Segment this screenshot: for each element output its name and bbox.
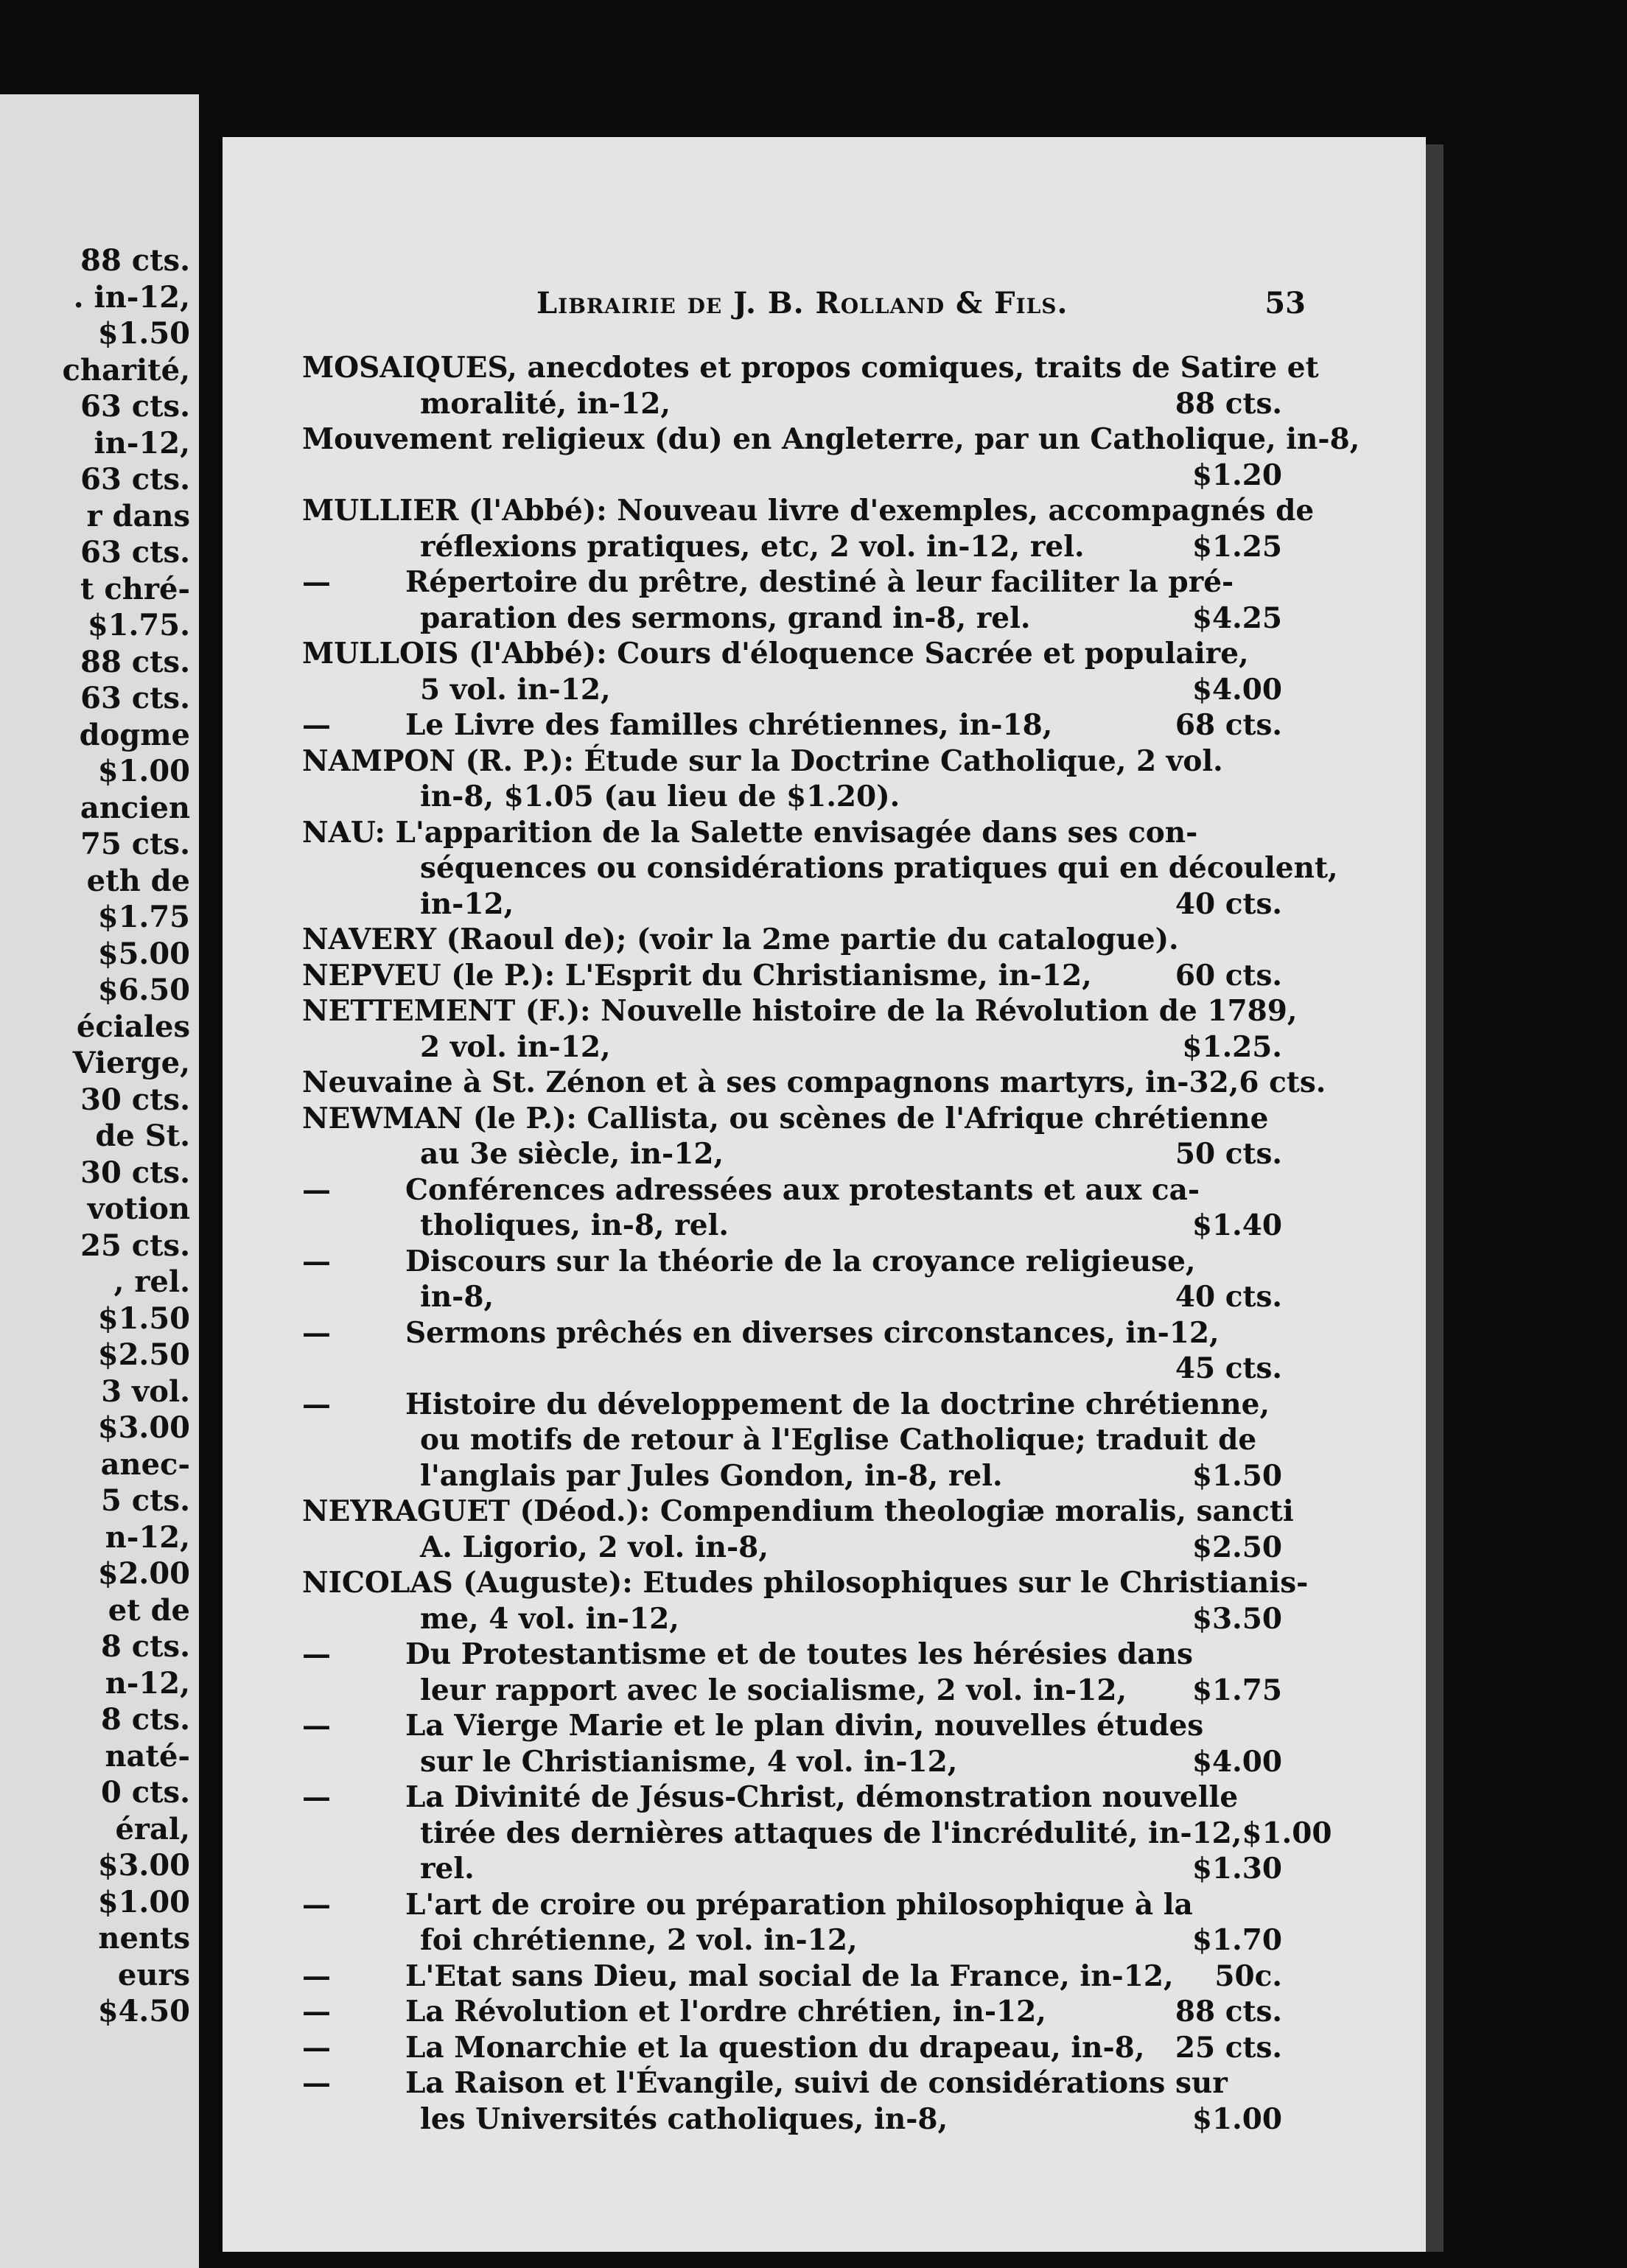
entry-text: La Monarchie et la question du drapeau, in-8, (405, 2030, 1145, 2065)
catalog-entry (302, 1315, 1282, 1387)
entry-line (302, 1565, 1309, 1601)
left-page-fragment-text: 30 cts. (80, 1155, 190, 1190)
entry-text: Neuvaine à St. Zénon et à ses compagnons martyrs, in-32, (302, 1065, 1239, 1099)
ditto-dash: — (302, 1709, 331, 1743)
entry-line (302, 1494, 1294, 1530)
entry-text: Discours sur la théorie de la croyance religieuse, (405, 1244, 1196, 1278)
left-page-fragment-text: . in-12, (73, 279, 190, 315)
ditto-dash: — (302, 2030, 331, 2065)
left-page-fragment-text: $3.00 (97, 1410, 190, 1445)
entry-text: NEYRAGUET (Déod.): Compendium theologiæ moralis, sancti (302, 1494, 1294, 1528)
entry-price: 88 cts. (1175, 386, 1282, 421)
entry-line (302, 1244, 1282, 1280)
entry-line (302, 2030, 1282, 2066)
entry-price: $1.20 (1192, 458, 1282, 492)
entry-text: in-8, $1.05 (au lieu de $1.20). (420, 780, 900, 813)
left-page-fragment-text: n-12, (105, 1665, 190, 1701)
left-page-fragment-text: 5 cts. (100, 1483, 190, 1518)
ditto-dash: — (302, 1995, 331, 2029)
left-page-fragment-text: r dans (86, 498, 190, 533)
entry-line (302, 2065, 1282, 2101)
left-page-fragment-text: éciales (76, 1009, 190, 1044)
entry-line (302, 672, 1282, 708)
entry-text: La Divinité de Jésus-Christ, démonstration nouvelle (405, 1780, 1239, 1814)
catalog-entry (302, 2030, 1282, 2066)
running-head: Librairie de J. B. Rolland & Fils. (536, 286, 1068, 321)
entry-line (302, 1208, 1282, 1244)
ditto-dash: — (302, 1315, 331, 1350)
entry-price: $2.50 (1192, 1530, 1282, 1564)
entry-price: 68 cts. (1175, 708, 1282, 742)
entry-text: foi chrétienne, 2 vol. in-12, (420, 1923, 858, 1957)
entry-line (302, 1065, 1326, 1101)
entry-text: NEPVEU (le P.): L'Esprit du Christianisme, in-12, (302, 958, 1092, 993)
entry-text: NAU: L'apparition de la Salette envisagée dans ses con- (302, 815, 1198, 850)
catalog-entry (302, 815, 1338, 923)
left-page-fragment-text: 30 cts. (80, 1082, 190, 1117)
entry-text: NAVERY (Raoul de); (voir la 2me partie du catalogue). (302, 923, 1179, 956)
left-page-fragment-text: , rel. (113, 1264, 190, 1299)
catalog-entry (302, 1779, 1332, 1887)
left-page-fragment-text: nents (98, 1921, 190, 1956)
entry-text: séquences ou considérations pratiques qui en découlent, (420, 851, 1338, 885)
entry-line (302, 779, 1282, 815)
left-page-fragment-text: $1.75. (87, 608, 190, 643)
left-page-fragment-text: $3.00 (97, 1848, 190, 1883)
entry-text: A. Ligorio, 2 vol. in-8, (420, 1530, 769, 1564)
entry-price: 40 cts. (1175, 1280, 1282, 1314)
entry-price: $4.00 (1192, 672, 1282, 707)
entry-price: $1.00 (1242, 1816, 1332, 1850)
entry-text: me, 4 vol. in-12, (420, 1601, 679, 1636)
catalog-entry (302, 636, 1282, 707)
left-page-fragment (0, 94, 199, 2268)
entry-text: l'anglais par Jules Gondon, in-8, rel. (420, 1458, 1003, 1493)
catalog-entry (302, 1708, 1282, 1779)
entry-line (302, 1136, 1282, 1172)
ditto-dash: — (302, 1244, 331, 1278)
left-page-fragment-text: 8 cts. (100, 1702, 190, 1737)
entry-text: in-12, (420, 886, 514, 921)
entry-line (302, 564, 1282, 601)
left-page-fragment-text: éral, (115, 1811, 190, 1847)
entry-text: Conférences adressées aux protestants et aux ca- (405, 1172, 1200, 1207)
entry-text: La Vierge Marie et le plan divin, nouvelles études (405, 1709, 1204, 1743)
left-page-fragment-text: eurs (117, 1957, 190, 1992)
entry-line (302, 1458, 1282, 1494)
entry-price: $1.40 (1192, 1208, 1282, 1242)
entry-line (302, 1387, 1282, 1423)
left-page-fragment-text: votion (87, 1191, 190, 1226)
left-page-fragment-text: $5.00 (97, 936, 190, 971)
entry-line (302, 636, 1282, 672)
page-number: 53 (1264, 286, 1306, 321)
entry-price: 60 cts. (1175, 958, 1282, 993)
entry-line (302, 1851, 1282, 1887)
left-page-fragment-text: dogme (79, 717, 190, 752)
left-page-fragment-text: 88 cts. (80, 243, 190, 278)
left-page-fragment-text: 63 cts. (80, 681, 190, 715)
entry-line (302, 1315, 1282, 1351)
left-page-fragment-text: et de (108, 1592, 190, 1628)
left-page-fragment-text: in-12, (94, 425, 190, 461)
entry-line (302, 1637, 1282, 1673)
entry-line (302, 707, 1282, 743)
catalog-entry (302, 1994, 1282, 2030)
entry-price: $1.00 (1192, 2101, 1282, 2136)
entry-text: paration des sermons, grand in-8, rel. (420, 601, 1031, 635)
entry-price: $1.75 (1192, 1673, 1282, 1707)
entry-price: $4.00 (1192, 1744, 1282, 1779)
left-page-fragment-text: 8 cts. (100, 1629, 190, 1664)
entry-text: Histoire du développement de la doctrine chrétienne, (405, 1387, 1270, 1421)
entry-line (302, 493, 1315, 529)
left-page-fragment-text: naté- (105, 1738, 190, 1774)
entry-line (302, 1172, 1282, 1208)
left-page-fragment-text: eth de (86, 863, 190, 898)
entry-text: ou motifs de retour à l'Eglise Catholique; traduit de (420, 1423, 1257, 1457)
entry-price: 88 cts. (1175, 1995, 1282, 2029)
entry-price: $1.25 (1192, 529, 1282, 564)
catalog-entry (302, 1565, 1309, 1637)
left-page-fragment-text: $1.50 (97, 1301, 190, 1336)
entry-line (302, 743, 1282, 780)
entry-text: Mouvement religieux (du) en Angleterre, par un Catholique, in-8, (302, 422, 1360, 456)
entry-line (302, 1673, 1282, 1709)
entry-line (302, 993, 1298, 1029)
left-page-fragment-text: de St. (95, 1119, 190, 1153)
ditto-dash: — (302, 1959, 331, 1993)
left-page-fragment-text: 3 vol. (101, 1373, 190, 1409)
entry-text: leur rapport avec le socialisme, 2 vol. in-12, (420, 1673, 1127, 1707)
entry-text: NEWMAN (le P.): Callista, ou scènes de l'Afrique chrétienne (302, 1101, 1269, 1135)
entry-line (302, 1887, 1282, 1923)
left-page-fragment-text: charité, (62, 352, 190, 388)
left-page-fragment-text: $2.00 (97, 1556, 190, 1591)
left-page-fragment-text: n-12, (105, 1519, 190, 1555)
left-page-fragment-text: $1.50 (97, 316, 190, 351)
entry-text: tholiques, in-8, rel. (420, 1208, 729, 1242)
entry-price: 50 cts. (1175, 1137, 1282, 1171)
left-page-fragment-text: $1.75 (97, 900, 190, 934)
left-page-fragment-text: anec- (100, 1446, 190, 1482)
entry-line (302, 1029, 1282, 1065)
left-page-fragment-text: $4.50 (97, 1994, 190, 2029)
entry-line (302, 1279, 1282, 1315)
entry-text: Le Livre des familles chrétiennes, in-18, (405, 708, 1053, 742)
entry-line (302, 1708, 1282, 1744)
entry-line (302, 1601, 1282, 1637)
entry-text: NAMPON (R. P.): Étude sur la Doctrine Catholique, 2 vol. (302, 743, 1223, 778)
catalog-entry (302, 922, 1282, 958)
left-page-fragment-text: $6.50 (97, 973, 190, 1007)
entry-price: $1.25. (1182, 1029, 1282, 1064)
entry-text: tirée des dernières attaques de l'incrédulité, in-12, (420, 1816, 1242, 1850)
catalog-entry (302, 1959, 1282, 1995)
entry-line (302, 886, 1282, 923)
entry-text: L'art de croire ou préparation philosophique à la (405, 1887, 1193, 1922)
entry-text: Sermons prêchés en diverses circonstances, in-12, (405, 1315, 1220, 1350)
ditto-dash: — (302, 708, 331, 742)
entry-price: $1.30 (1192, 1852, 1282, 1886)
ditto-dash: — (302, 1887, 331, 1922)
left-page-fragment-text: $1.00 (97, 1884, 190, 1919)
entry-line (302, 1816, 1332, 1852)
catalog-entry (302, 958, 1282, 994)
catalog-entry (302, 421, 1360, 493)
entry-text: NICOLAS (Auguste): Etudes philosophiques sur le Christianis- (302, 1566, 1309, 1600)
left-page-fragment-text: 25 cts. (80, 1228, 190, 1263)
catalog-entry (302, 1637, 1282, 1708)
entry-text: MULLOIS (l'Abbé): Cours d'éloquence Sacrée et populaire, (302, 637, 1249, 671)
entry-line (302, 1744, 1282, 1780)
catalog-entry (302, 1101, 1282, 1172)
entry-text: moralité, in-12, (420, 386, 671, 421)
entry-text: rel. (420, 1852, 475, 1886)
entry-line (302, 1422, 1282, 1458)
left-page-fragment-text: 0 cts. (100, 1775, 190, 1810)
entry-line (302, 1959, 1282, 1995)
entry-text: NETTEMENT (F.): Nouvelle histoire de la Révolution de 1789, (302, 994, 1298, 1028)
entry-text: sur le Christianisme, 4 vol. in-12, (420, 1744, 958, 1779)
entry-text: 5 vol. in-12, (420, 672, 611, 707)
entry-text: La Révolution et l'ordre chrétien, in-12, (405, 1995, 1046, 2029)
left-page-fragment-text: $1.00 (97, 754, 190, 788)
entry-price: $1.70 (1192, 1923, 1282, 1957)
catalog-entry (302, 1494, 1294, 1565)
left-page-fragment-text: 75 cts. (80, 827, 190, 861)
catalog-entry (302, 2065, 1282, 2137)
left-page-fragment-text: 63 cts. (80, 389, 190, 424)
entry-line (302, 1530, 1282, 1566)
entry-line (302, 350, 1319, 386)
entry-text: Du Protestantisme et de toutes les hérésies dans (405, 1637, 1193, 1671)
ditto-dash: — (302, 1780, 331, 1814)
catalog-entry (302, 1387, 1282, 1494)
entry-price: 50c. (1214, 1959, 1282, 1993)
catalog-entry (302, 743, 1282, 815)
catalog-entry (302, 1887, 1282, 1959)
entry-text: MULLIER (l'Abbé): Nouveau livre d'exemples, accompagnés de (302, 494, 1315, 528)
page-edge (1426, 144, 1444, 2252)
entry-line (302, 2101, 1282, 2138)
left-page-fragment-text: 63 cts. (80, 535, 190, 570)
entry-text: Répertoire du prêtre, destiné à leur faciliter la pré- (405, 565, 1234, 599)
entry-line (302, 1351, 1282, 1387)
entry-price: 45 cts. (1175, 1351, 1282, 1385)
entry-price: 40 cts. (1175, 886, 1282, 921)
entry-text: L'Etat sans Dieu, mal social de la France, in-12, (405, 1959, 1174, 1993)
entry-line (302, 386, 1282, 422)
left-page-fragment-text: ancien (80, 790, 190, 825)
entry-text: au 3e siècle, in-12, (420, 1137, 724, 1171)
page-header (536, 286, 1306, 330)
entry-price: 25 cts. (1175, 2030, 1282, 2065)
ditto-dash: — (302, 1172, 331, 1207)
entry-price: 6 cts. (1239, 1065, 1326, 1099)
left-page-fragment-text: Vierge, (72, 1046, 190, 1080)
ditto-dash: — (302, 2066, 331, 2100)
catalog-entry (302, 350, 1319, 421)
left-page-fragment-text: $2.50 (97, 1337, 190, 1372)
ditto-dash: — (302, 565, 331, 599)
ditto-dash: — (302, 1637, 331, 1671)
ditto-dash: — (302, 1387, 331, 1421)
entry-line (302, 601, 1282, 637)
entry-price: $3.50 (1192, 1601, 1282, 1636)
entry-line (302, 850, 1338, 886)
left-page-fragment-text: 63 cts. (80, 462, 190, 497)
catalog-entry (302, 493, 1315, 564)
entry-text: MOSAIQUES, anecdotes et propos comiques, traits de Satire et (302, 351, 1319, 385)
catalog-entry (302, 1065, 1326, 1101)
entry-line (302, 421, 1360, 458)
catalog-entry (302, 1172, 1282, 1244)
left-page-fragment-text: 88 cts. (80, 644, 190, 679)
left-page-fragment-text: t chré- (80, 571, 190, 606)
entry-line (302, 922, 1282, 958)
entry-price: $1.50 (1192, 1458, 1282, 1493)
entry-text: La Raison et l'Évangile, suivi de considérations sur (405, 2066, 1228, 2100)
catalog-entry (302, 993, 1298, 1065)
entry-line (302, 1922, 1282, 1959)
catalog-entry (302, 707, 1282, 743)
entry-text: 2 vol. in-12, (420, 1029, 611, 1064)
entry-line (302, 529, 1282, 565)
entry-price: $4.25 (1192, 601, 1282, 635)
entry-text: in-8, (420, 1280, 494, 1314)
entry-line (302, 958, 1282, 994)
entry-line (302, 815, 1282, 851)
catalog-entries (302, 350, 1360, 2137)
entry-line (302, 1779, 1282, 1816)
entry-line (302, 458, 1282, 494)
entry-text: réflexions pratiques, etc, 2 vol. in-12, rel. (420, 529, 1085, 564)
catalog-entry (302, 1244, 1282, 1315)
catalog-entry (302, 564, 1282, 636)
entry-text: les Universités catholiques, in-8, (420, 2101, 948, 2136)
entry-line (302, 1994, 1282, 2030)
entry-line (302, 1101, 1282, 1137)
